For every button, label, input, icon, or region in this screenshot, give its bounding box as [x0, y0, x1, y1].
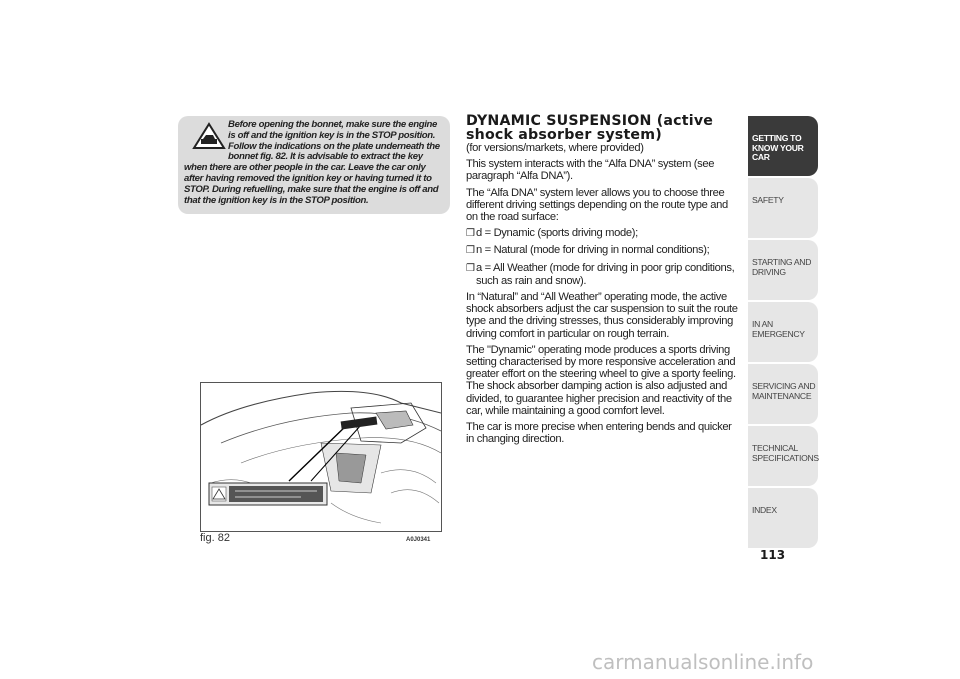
checkbox-bullet-icon: ❒	[466, 228, 475, 240]
paragraph: The "Dynamic" operating mode produces a sports driving setting characterised by more responsive acceleration and greater effort on the steering wheel to give a sporty feeling. The shock absorber damping action is also adjusted and divided, to guarantee higher precision and reactivity of the car, while maintaining a good comfort level.	[466, 343, 736, 417]
warning-text: Before opening the bonnet, make sure the engine is off and the ignition key is in the STOP position. Follow the indications on the plate underneath the bonnet fig. 82. It is advisable to extract the key when there are other people in the car. Leave the car only after having removed the ignition key or having turned it to STOP. During refuelling, make sure that the engine is off and that the ignition key is in the STOP position.	[184, 119, 440, 206]
article	[466, 114, 740, 449]
paragraph: In “Natural” and “All Weather” operating mode, the active shock absorbers adjust the car suspension to suit the route type and the driving stresses, thus considerably improving driving comfort in particular on rough terrain.	[466, 291, 738, 340]
tab-technical-specifications[interactable]: TECHNICAL SPECIFICATIONS	[748, 426, 818, 486]
page-number: 113	[760, 548, 786, 562]
figure-caption: fig. 82	[200, 532, 230, 544]
watermark: carmanualsonline.info	[592, 650, 814, 674]
list-item: ❒a = All Weather (mode for driving in poor grip conditions, such as rain and snow).	[466, 261, 735, 287]
section-subtitle: (for versions/markets, where provided)	[466, 142, 644, 154]
figure-code: A0J0341	[406, 537, 431, 543]
tab-index[interactable]: INDEX	[748, 488, 818, 548]
section-title: DYNAMIC SUSPENSION (active shock absorber system)	[466, 113, 714, 143]
list-item: ❒n = Natural (mode for driving in normal conditions);	[466, 244, 710, 257]
paragraph: The car is more precise when entering bends and quicker in changing direction.	[466, 421, 732, 446]
bonnet-illustration	[201, 383, 441, 531]
tab-safety[interactable]: SAFETY	[748, 178, 818, 238]
paragraph: The “Alfa DNA” system lever allows you to choose three different driving settings depending on the route type and on the road surface:	[466, 186, 728, 224]
tab-getting-to-know-your-car[interactable]: GETTING TO KNOW YOUR CAR	[748, 116, 818, 176]
warning-box	[178, 116, 450, 214]
chapter-tabs	[748, 116, 818, 550]
tab-in-an-emergency[interactable]: IN AN EMERGENCY	[748, 302, 818, 362]
checkbox-bullet-icon: ❒	[466, 262, 475, 274]
tab-starting-and-driving[interactable]: STARTING AND DRIVING	[748, 240, 818, 300]
tab-servicing-and-maintenance[interactable]: SERVICING AND MAINTENANCE	[748, 364, 818, 424]
checkbox-bullet-icon: ❒	[466, 245, 475, 257]
engine-bay-figure	[200, 382, 442, 532]
paragraph: This system interacts with the “Alfa DNA” system (see paragraph “Alfa DNA”).	[466, 158, 715, 183]
list-item: ❒d = Dynamic (sports driving mode);	[466, 227, 638, 240]
